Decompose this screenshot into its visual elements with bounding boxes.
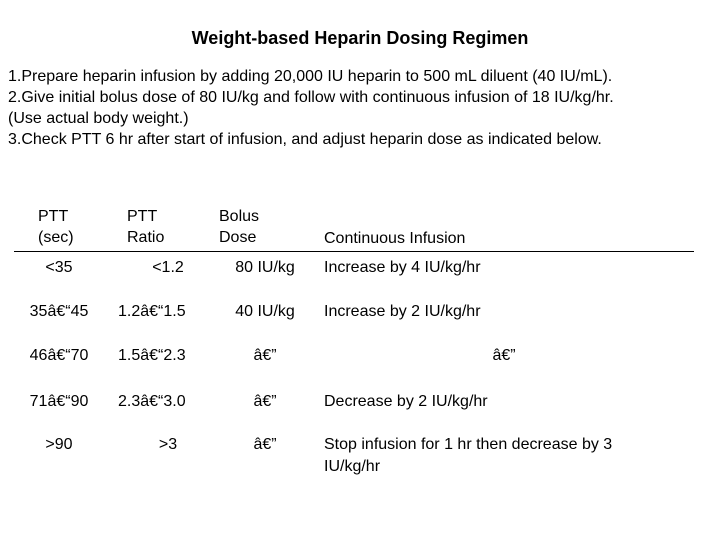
row-5-ratio: >3 xyxy=(158,436,178,453)
header-bolus-line1: Bolus xyxy=(219,208,260,225)
row-5-ptt: >90 xyxy=(45,436,73,453)
step-2: 2.Give initial bolus dose of 80 IU/kg and follow with continuous infusion of 18 IU/kg/hr. xyxy=(8,89,614,106)
row-1-ratio: <1.2 xyxy=(152,259,184,276)
header-bolus xyxy=(219,206,259,248)
row-3-infusion: â€” xyxy=(492,347,516,364)
header-ratio xyxy=(127,206,164,248)
header-infusion: Continuous Infusion xyxy=(324,230,466,247)
page-title: Weight-based Heparin Dosing Regimen xyxy=(191,28,529,48)
row-1-bolus: 80 IU/kg xyxy=(235,259,295,276)
row-2-bolus: 40 IU/kg xyxy=(235,303,295,320)
row-5-infusion-line2: IU/kg/hr xyxy=(324,458,381,475)
header-ptt-line1: PTT xyxy=(38,208,69,225)
row-4-ptt: 71â€“90 xyxy=(29,393,89,410)
row-5-infusion xyxy=(324,434,704,478)
row-3-ptt: 46â€“70 xyxy=(29,347,89,364)
row-2-ratio: 1.2â€“1.5 xyxy=(118,303,186,320)
header-bolus-line2: Dose xyxy=(219,229,257,246)
row-2-ptt: 35â€“45 xyxy=(29,303,89,320)
step-2-note: (Use actual body weight.) xyxy=(8,110,189,127)
header-ratio-line2: Ratio xyxy=(127,229,165,246)
step-3: 3.Check PTT 6 hr after start of infusion, and adjust heparin dose as indicated below. xyxy=(8,131,602,148)
row-4-bolus: â€” xyxy=(253,393,277,410)
row-3-bolus: â€” xyxy=(253,347,277,364)
row-4-infusion: Decrease by 2 IU/kg/hr xyxy=(324,393,488,410)
header-ptt xyxy=(38,206,74,248)
row-5-infusion-line1: Stop infusion for 1 hr then decrease by 3 xyxy=(324,436,613,453)
row-4-ratio: 2.3â€“3.0 xyxy=(118,393,186,410)
row-3-ratio: 1.5â€“2.3 xyxy=(118,347,186,364)
instructions xyxy=(8,66,714,150)
row-1-ptt: <35 xyxy=(45,259,73,276)
row-1-infusion: Increase by 4 IU/kg/hr xyxy=(324,259,481,276)
step-1: 1.Prepare heparin infusion by adding 20,000 IU heparin to 500 mL diluent (40 IU/mL). xyxy=(8,68,613,85)
header-ptt-line2: (sec) xyxy=(38,229,74,246)
row-2-infusion: Increase by 2 IU/kg/hr xyxy=(324,303,481,320)
row-5-bolus: â€” xyxy=(253,436,277,453)
header-ratio-line1: PTT xyxy=(127,208,158,225)
header-divider xyxy=(14,251,694,252)
